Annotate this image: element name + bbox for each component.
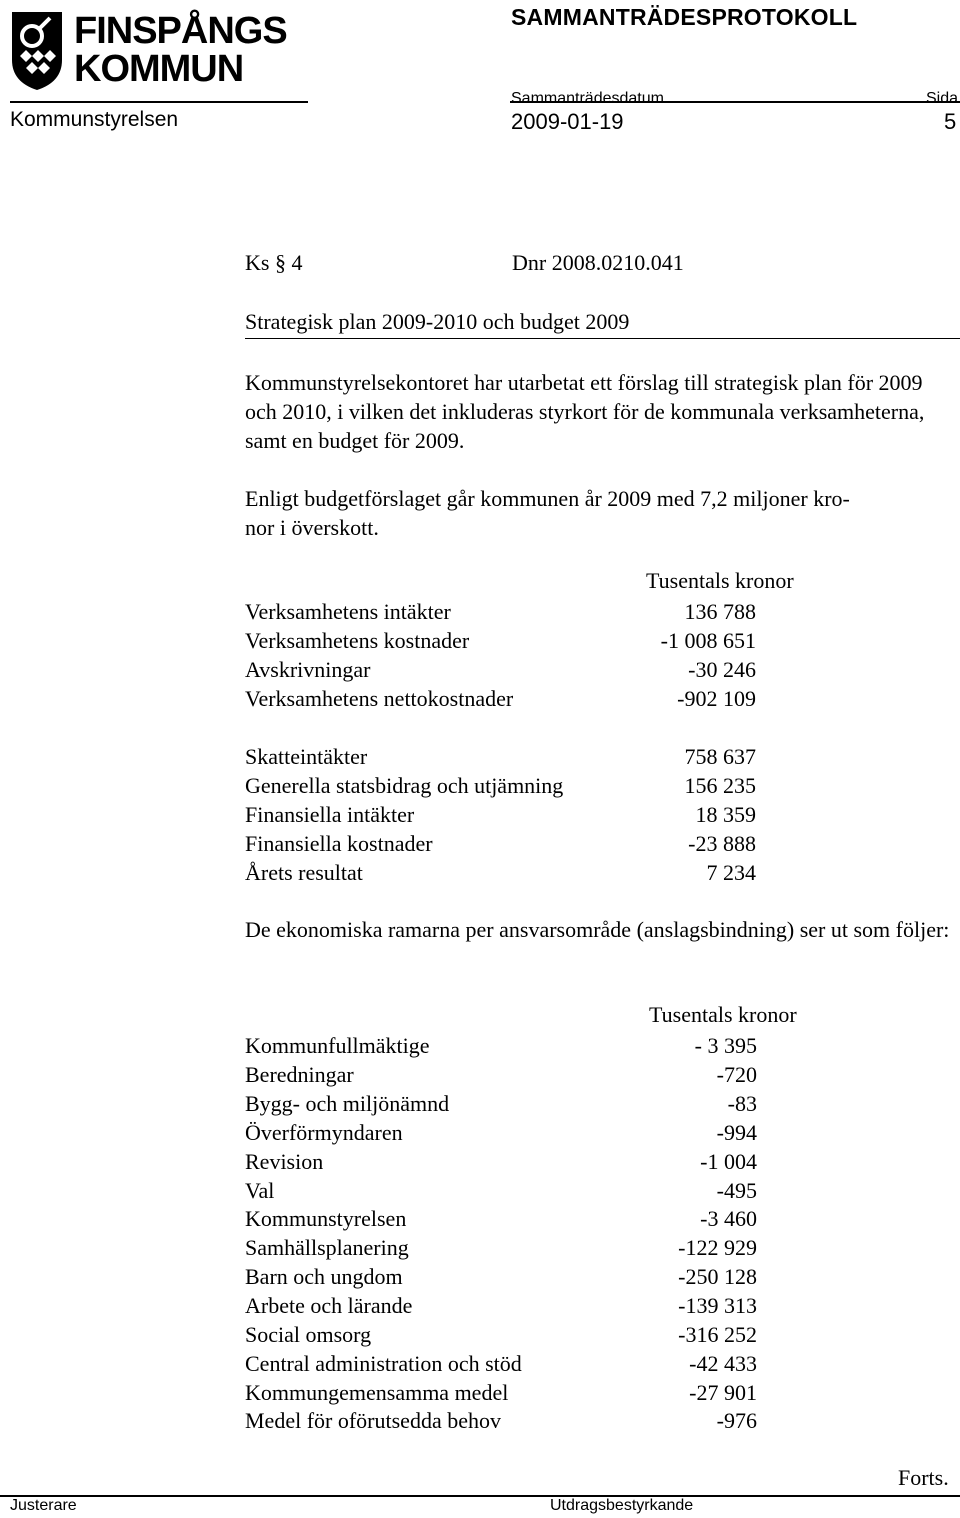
municipality-logo xyxy=(10,10,310,92)
row-label: Kommunstyrelsen xyxy=(245,1206,407,1231)
row-value: 7 234 xyxy=(706,860,756,885)
row-value: -83 xyxy=(727,1091,757,1116)
row-label: Social omsorg xyxy=(245,1322,372,1347)
row-value: -1 004 xyxy=(700,1149,757,1174)
row-value: -42 433 xyxy=(689,1351,757,1376)
row-label: Verksamhetens nettokostnader xyxy=(245,686,514,711)
frames-paragraph: De ekonomiska ramarna per ansvarsområde (anslagsbindning) ser ut som följer: xyxy=(245,917,950,942)
row-value: -495 xyxy=(716,1178,757,1203)
intro-paragraph: Kommunstyrelsekontoret har utarbetat ett förslag till strategisk plan för 2009 och 2010, i vilken det inkluderas styrkort för de kommunala verksamheterna, samt en budget för 2009. xyxy=(245,370,925,453)
row-label: Generella statsbidrag och utjämning xyxy=(245,773,564,798)
row-value: -122 929 xyxy=(678,1235,757,1260)
row-value: -902 109 xyxy=(677,686,756,711)
row-label: Central administration och stöd xyxy=(245,1351,522,1376)
row-label: Kommunfullmäktige xyxy=(245,1033,430,1058)
row-label: Samhällsplanering xyxy=(245,1235,409,1260)
department-name: Kommunstyrelsen xyxy=(10,108,179,131)
row-value: -316 252 xyxy=(678,1322,757,1347)
surplus-line-1: Enligt budgetförslaget går kommunen år 2009 med 7,2 miljoner kro- xyxy=(245,486,850,511)
row-label: Medel för oförutsedda behov xyxy=(245,1408,501,1433)
row-label: Finansiella intäkter xyxy=(245,802,415,827)
row-label: Avskrivningar xyxy=(245,657,371,682)
row-label: Kommungemensamma medel xyxy=(245,1380,509,1405)
row-value: -720 xyxy=(716,1062,757,1087)
row-value: -3 460 xyxy=(700,1206,757,1231)
meeting-date: 2009-01-19 xyxy=(511,109,624,134)
row-value: -139 313 xyxy=(678,1293,757,1318)
row-label: Arbete och lärande xyxy=(245,1293,413,1318)
logo-wordmark xyxy=(74,12,287,88)
diary-number: Dnr 2008.0210.041 xyxy=(512,250,684,275)
logo-line-2: KOMMUN xyxy=(74,48,244,90)
row-value: 136 788 xyxy=(684,599,756,624)
row-label: Bygg- och miljönämnd xyxy=(245,1091,450,1116)
paragraph-number: Ks § 4 xyxy=(245,250,303,275)
row-value: -976 xyxy=(716,1408,757,1433)
row-value: 758 637 xyxy=(684,744,756,769)
row-value: 156 235 xyxy=(684,773,756,798)
document-title: SAMMANTRÄDESPROTOKOLL xyxy=(511,4,858,30)
page-number: 5 xyxy=(944,109,957,134)
row-value: -1 008 651 xyxy=(660,628,756,653)
row-label: Skatteintäkter xyxy=(245,744,368,769)
row-label: Val xyxy=(245,1178,275,1203)
footer-justerare: Justerare xyxy=(10,1497,77,1514)
surplus-paragraph xyxy=(245,484,950,542)
footer-utdragsbestyrkande: Utdragsbestyrkande xyxy=(550,1497,694,1514)
surplus-line-2: nor i överskott. xyxy=(245,515,379,540)
frames-unit-label: Tusentals kronor xyxy=(649,1002,797,1027)
row-label: Beredningar xyxy=(245,1062,354,1087)
budget-unit-label: Tusentals kronor xyxy=(646,568,794,593)
coat-of-arms-icon xyxy=(10,10,64,92)
heading-rule xyxy=(245,338,960,339)
row-label: Revision xyxy=(245,1149,324,1174)
row-label: Verksamhetens intäkter xyxy=(245,599,451,624)
row-value: -30 246 xyxy=(688,657,756,682)
row-label: Årets resultat xyxy=(245,860,363,885)
row-value: -994 xyxy=(716,1120,757,1145)
row-value: -250 128 xyxy=(678,1264,757,1289)
row-value: -23 888 xyxy=(688,831,756,856)
row-label: Barn och ungdom xyxy=(245,1264,403,1289)
meeting-date-label: Sammanträdesdatum xyxy=(511,90,664,107)
page-label: Sida xyxy=(926,90,959,107)
row-label: Finansiella kostnader xyxy=(245,831,433,856)
header-rule-left xyxy=(10,101,308,103)
continued-marker: Forts. xyxy=(898,1465,949,1490)
row-value: - 3 395 xyxy=(694,1033,757,1058)
row-label: Överförmyndaren xyxy=(245,1120,403,1145)
row-value: -27 901 xyxy=(689,1380,757,1405)
footer-rule xyxy=(0,1495,960,1497)
row-label: Verksamhetens kostnader xyxy=(245,628,470,653)
section-heading: Strategisk plan 2009-2010 och budget 2009 xyxy=(245,309,630,334)
row-value: 18 359 xyxy=(695,802,756,827)
logo-line-1: FINSPÅNGS xyxy=(74,10,287,52)
